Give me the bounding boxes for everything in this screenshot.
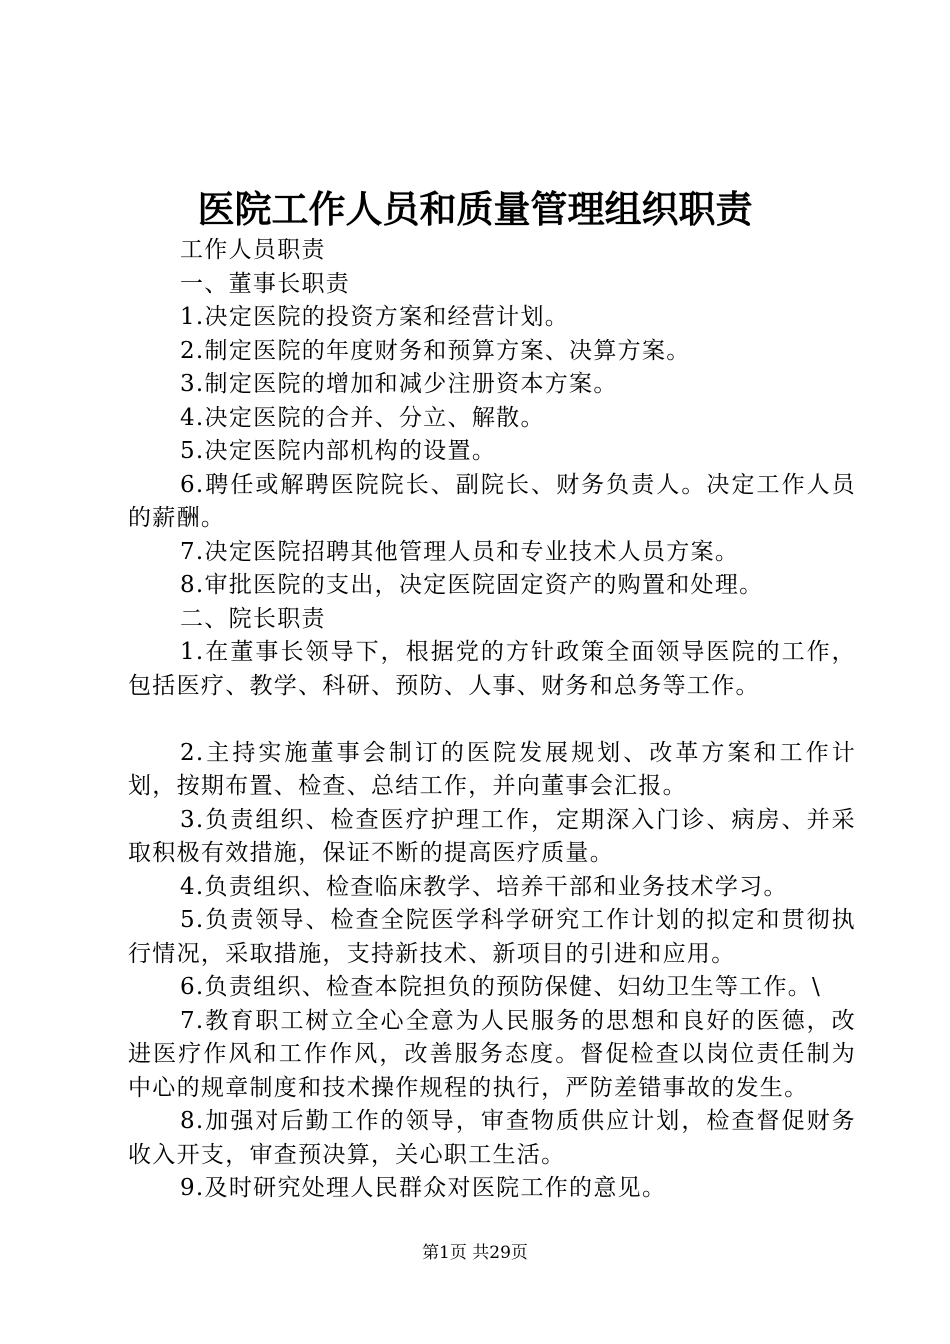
list-item: 3.制定医院的增加和减少注册资本方案。 — [180, 371, 618, 397]
list-item: 4.决定医院的合并、分立、解散。 — [180, 404, 545, 431]
list-item: 6.聘任或解聘医院院长、副院长、财务负责人。决定工作人员的薪酬。 — [128, 471, 856, 531]
list-item: 1.在董事长领导下，根据党的方针政策全面领导医院的工作，包括医疗、教学、科研、预防、人事、财务和总务等工作。 — [128, 639, 856, 699]
list-item: 6.负责组织、检查本院担负的预防保健、妇幼卫生等工作。\ — [180, 974, 822, 1000]
list-item: 2.制定医院的年度财务和预算方案、决算方案。 — [180, 337, 691, 364]
list-item: 1.决定医院的投资方案和经营计划。 — [180, 304, 570, 330]
document-title: 医院工作人员和质量管理组织职责 — [197, 187, 753, 231]
page-footer: 第1页 共29页 — [422, 1243, 528, 1263]
section-heading: 工作人员职责 — [180, 237, 326, 263]
section-heading: 二、院长职责 — [180, 605, 326, 632]
list-item: 7.教育职工树立全心全意为人民服务的思想和良好的医德，改进医疗作风和工作作风，改善服务态度。督促检查以岗位责任制为中心的规章制度和技术操作规程的执行，严防差错事故的发生。 — [128, 1007, 856, 1101]
list-item: 2.主持实施董事会制订的医院发展规划、改革方案和工作计划，按期布置、检查、总结工作，并向董事会汇报。 — [128, 739, 856, 799]
list-item: 7.决定医院招聘其他管理人员和专业技术人员方案。 — [180, 538, 740, 565]
document-body — [128, 234, 856, 1206]
blank-line — [128, 703, 856, 737]
list-item: 5.负责领导、检查全院医学科学研究工作计划的拟定和贯彻执行情况，采取措施，支持新技术、新项目的引进和应用。 — [128, 907, 856, 967]
list-item: 8.加强对后勤工作的领导，审查物质供应计划，检查督促财务收入开支，审查预决算，关心职工生活。 — [128, 1108, 856, 1168]
list-item: 3.负责组织、检查医疗护理工作，定期深入门诊、病房、并采取积极有效措施，保证不断的提高医疗质量。 — [128, 806, 856, 866]
section-heading: 一、董事长职责 — [180, 270, 351, 297]
list-item: 8.审批医院的支出，决定医院固定资产的购置和处理。 — [180, 572, 764, 598]
list-item: 4.负责组织、检查临床教学、培养干部和业务技术学习。 — [180, 873, 788, 900]
list-item: 5.决定医院内部机构的设置。 — [180, 438, 497, 464]
list-item: 9.及时研究处理人民群众对医院工作的意见。 — [180, 1175, 667, 1201]
